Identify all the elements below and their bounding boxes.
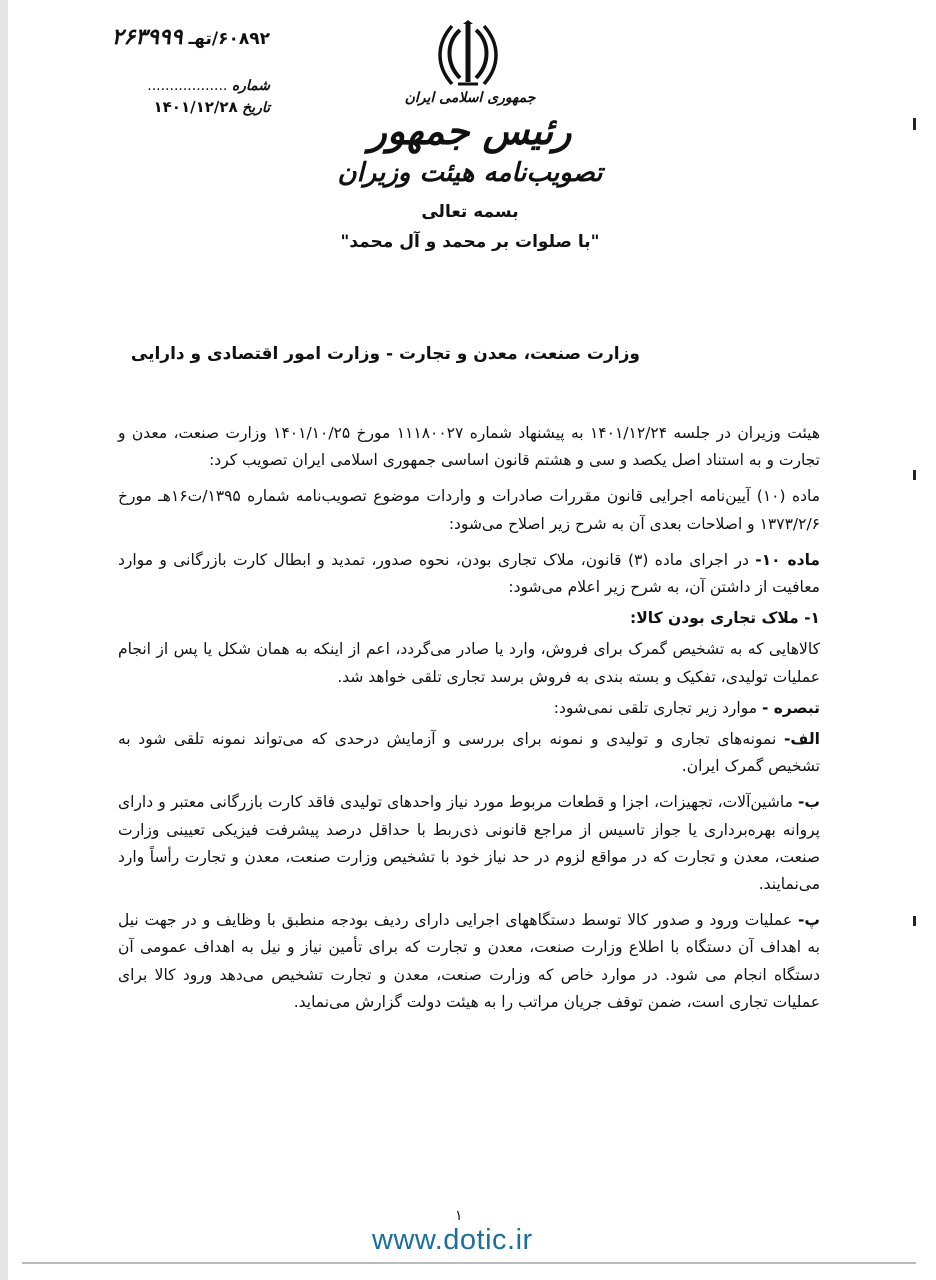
item-pe-label: پ-: [797, 911, 820, 930]
date-value: ۱۴۰۱/۱۲/۲۸: [153, 98, 238, 116]
paragraph-amendment: ماده (۱۰) آیین‌نامه اجرایی قانون مقررات صادرات و واردات موضوع تصویب‌نامه شماره ۱۳۹۵/ت۱۶هـ مورخ ۱۳۷۳/۲/۶ و اصلاحات بعدی آن به شرح زیر اصلاح می‌شود:: [118, 487, 820, 533]
item-be-text: ماشین‌آلات، تجهیزات، اجزا و قطعات مربوط مورد نیاز واحدهای تولیدی فاقد کارت بازرگانی معتبر و دارای پروانه بهره‌برداری یا جواز تاسیس از مراجع قانونی ذی‌ربط با حداقل درصد پیشرفت فیزیکی تعیینی وزارت صنعت، معدن و تجارت که در مواقع لزوم در حد نیاز خود با تشخیص وزارت صنعت، معدن و تجارت رأساً وارد می‌نمایند.: [118, 793, 820, 894]
item-pe: [118, 907, 820, 1016]
article-label: ماده ۱۰-: [755, 550, 821, 569]
addressee-ministries: وزارت صنعت، معدن و تجارت - وزارت امور اقتصادی و دارایی: [130, 344, 640, 364]
article-10: [118, 547, 820, 601]
item-pe-text: عملیات ورود و صدور کالا توسط دستگاههای اجرایی دارای ردیف بودجه منطبق با وظایف و در جهت نیل به اهداف آن دستگاه با اطلاع وزارت صنعت، معدن و تجارت که برای تأمین نیاز و نیل به اهداف عمومی آن دستگاه انجام می شود. در موارد خاص که وزارت صنعت، معدن و تجارت تشخیص می‌دهد ورود کالا برای عملیات تجاری است، ضمن توقف جریان مراتب را به هیئت دولت گزارش می‌نماید.: [118, 911, 820, 1011]
letterhead: [300, 90, 640, 252]
section-1-text: کالاهایی که به تشخیص گمرک برای فروش، وارد یا صادر می‌گردد، اعم از اینکه به همان شکل یا پس از انجام عملیات تولیدی، تفکیک و بسته بندی به فروش برسد تجاری تلقی خواهد شد.: [118, 640, 820, 686]
reference-number: ۶۰۸۹۲/تهـ ۲۶۳۹۹۹: [111, 24, 270, 50]
number-value: ..................: [147, 78, 228, 94]
paragraph-intro: هیئت وزیران در جلسه ۱۴۰۱/۱۲/۲۴ به پیشنهاد شماره ۱۱۱۸۰۰۲۷ مورخ ۱۴۰۱/۱۰/۲۵ وزارت صنعت، معدن و تجارت و به استناد اصل یکصد و سی و هشتم قانون اساسی جمهوری اسلامی ایران تصویب کرد:: [118, 424, 821, 470]
scan-margin-mark: [913, 118, 916, 130]
date-label: تاریخ: [242, 100, 270, 116]
note-label: تبصره -: [761, 698, 820, 717]
note-text: موارد زیر تجاری تلقی نمی‌شود:: [553, 698, 762, 717]
page-number: ۱: [455, 1208, 463, 1224]
office-title: رئیس جمهور: [368, 108, 572, 153]
article-text: در اجرای ماده (۳) قانون، ملاک تجاری بودن، نحوه صدور، تمدید و ابطال کارت بازرگانی و موارد معافیت از داشتن آن، به شرح زیر اعلام می‌شود:: [118, 550, 820, 597]
scan-margin-mark: [913, 916, 916, 926]
item-alef-label: الف-: [783, 730, 820, 749]
scan-left-edge: [0, 0, 8, 1280]
bismillah: بسمه تعالی: [421, 202, 519, 222]
handwritten-reference: ۲۶۳۹۹۹: [111, 24, 183, 50]
number-line: [30, 78, 270, 94]
scan-margin-mark: [913, 470, 916, 480]
item-be: [118, 789, 820, 898]
scan-bottom-rule: [22, 1262, 916, 1264]
note: [118, 695, 820, 722]
salawat: "با صلوات بر محمد و آل محمد": [340, 232, 600, 252]
document-body: [118, 420, 820, 1025]
section-1-title: ۱- ملاک تجاری بودن کالا:: [630, 609, 820, 628]
source-watermark: www.dotic.ir: [372, 1224, 533, 1256]
item-alef-text: نمونه‌های تجاری و تولیدی و نمونه برای بررسی و آزمایش درحدی که می‌تواند نمونه تلقی شود به تشخیص گمرک ایران.: [118, 730, 820, 776]
document-metadata: [30, 24, 270, 116]
number-label: شماره: [231, 78, 270, 94]
iran-emblem-icon: [438, 20, 498, 90]
date-line: [30, 98, 270, 116]
republic-title: جمهوری اسلامی ایران: [404, 90, 536, 106]
item-be-label: ب-: [797, 793, 820, 812]
document-type: تصویب‌نامه هیئت وزیران: [337, 158, 603, 188]
item-alef: [118, 726, 820, 780]
